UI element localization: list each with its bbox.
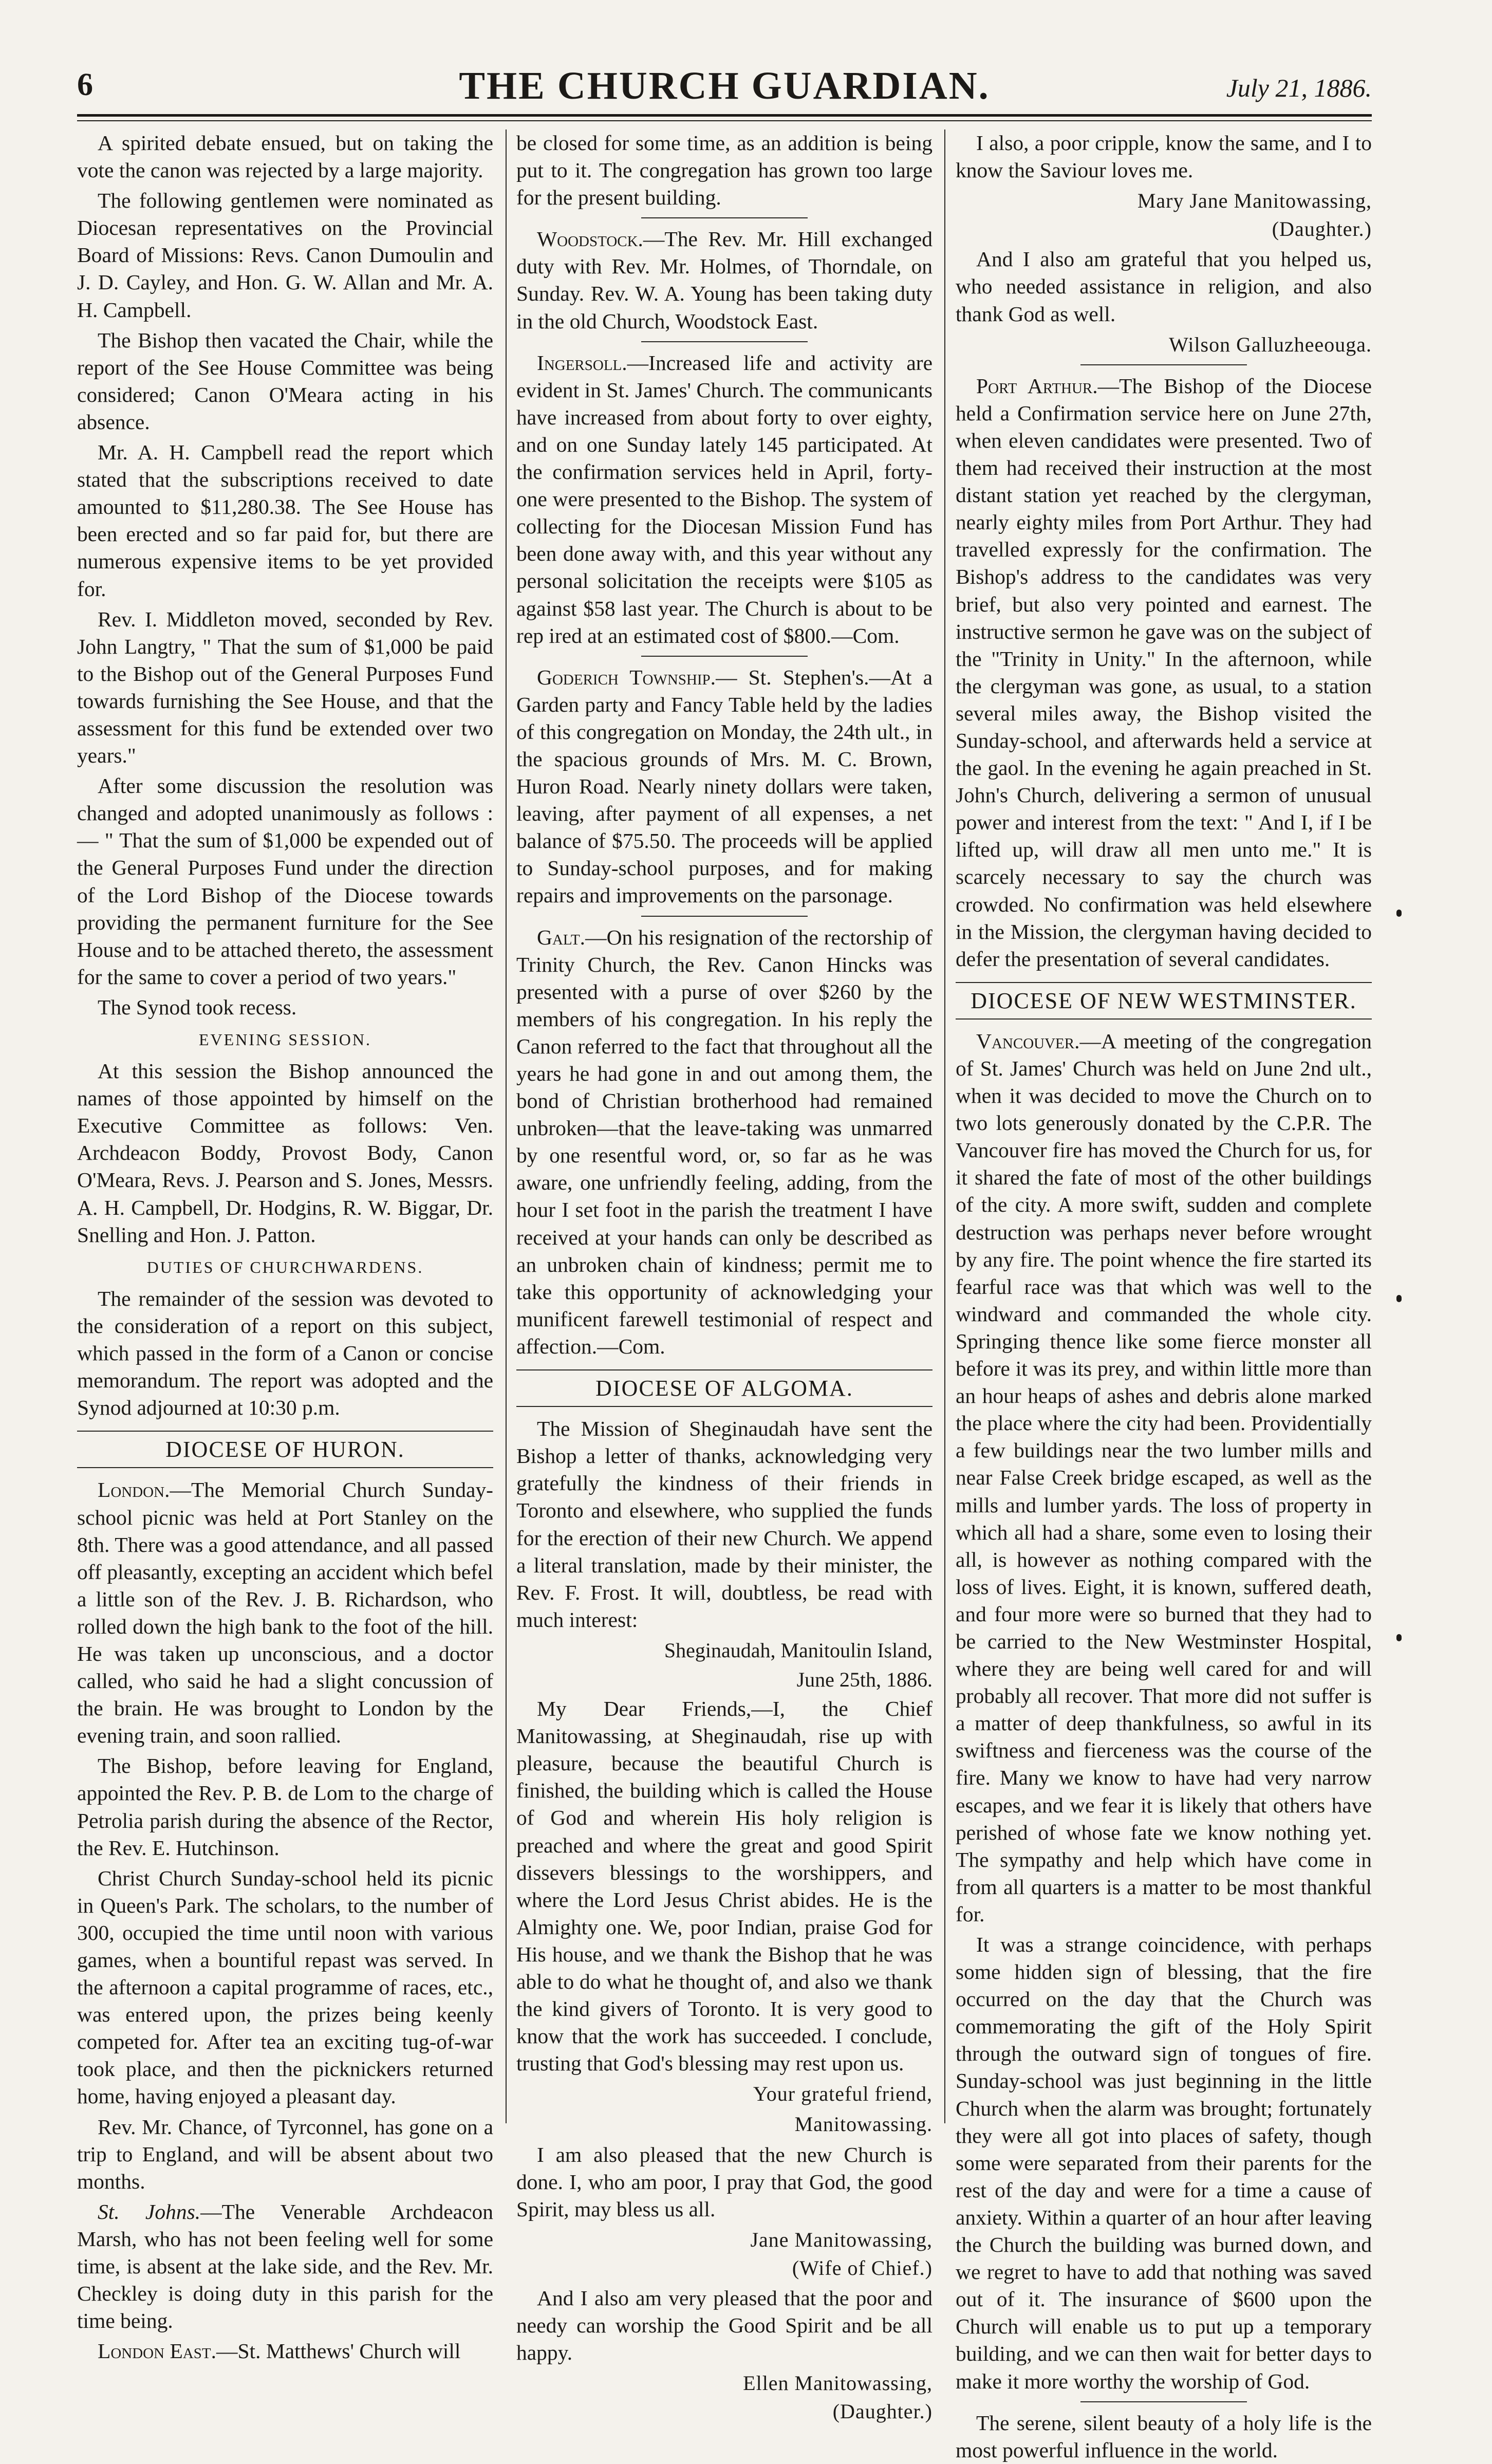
paragraph: A spirited debate ensued, but on taking the vote the canon was rejected by a large majority. [77, 131, 493, 182]
paragraph: I am also pleased that the new Church is done. I, who am poor, I pray that God, the good Spirit, may bless us all. [516, 2142, 932, 2221]
margin-mark [1396, 1295, 1402, 1302]
paragraph: Mr. A. H. Campbell read the report which stated that the subscriptions received to date amounted to $11,280.38. The See House has been erected and so far paid for, but there are numerous expensive items to be yet provided for. [77, 440, 493, 601]
column-divider [944, 129, 945, 2123]
paragraph [516, 226, 932, 335]
paragraph: Rev. Mr. Chance, of Tyrconnel, has gone on a trip to England, and will be absent about two months. [77, 2115, 493, 2193]
signature: Wilson Galluzheeouga. [1169, 332, 1372, 356]
place-name: London East. [98, 2339, 216, 2363]
margin-mark [1396, 910, 1402, 917]
paragraph-text: — St. Stephen's.—At a Garden party and Fancy Table held by the ladies of this congregation on Monday, the 24th ult., in the spacious grounds of Mrs. M. C. Brown, Huron Road. Nearly ninety dollars were taken, leaving, after payment of all expenses, a net balance of $75.50. The proceeds will be applied to Sunday-school purposes, and for making repairs and improvements on the parsonage. [516, 665, 932, 907]
paragraph [77, 2338, 493, 2365]
paragraph: The Mission of Sheginaudah have sent the Bishop a letter of thanks, acknowledging very gratefully the kindness of their friends in Toronto and elsewhere, who supplied the funds for the erection of their new Church. We append a literal translation, made by their minister, the Rev. F. Frost. It will, doubtless, be read with much interest: [516, 1417, 932, 1632]
paragraph-text: —Increased life and activity are evident in St. James' Church. The communicants have increased from about forty to over eighty, and on one Sunday lately 145 participated. At the confirmation services held in April, forty-one were presented to the Bishop. The system of collecting for the Diocesan Mission Fund has been done away with, and this year without any personal solicitation the receipts were $105 as against $58 last year. The Church is about to be rep ired at an estimated cost of $800.—Com. [516, 350, 932, 647]
place-name: Galt. [537, 925, 586, 949]
margin-mark [1396, 1634, 1402, 1641]
paragraph: The remainder of the session was devoted to the consideration of a report on this subject, which passed in the form of a Canon or concise memorandum. The report was adopted and the Synod adjourned at 10:30 p.m. [77, 1286, 493, 1420]
paragraph-text: —St. Matthews' Church will [216, 2339, 461, 2363]
paragraph: The following gentlemen were nominated as Diocesan representatives on the Provincial Board of Missions: Revs. Canon Dumoulin and J. D. Cayley, and Hon. G. W. Allan and Mr. A. H. Campbell. [77, 189, 493, 322]
separator [641, 341, 808, 342]
paragraph: be closed for some time, as an addition is being put to it. The congregation has grown too large for the present building. [516, 131, 932, 210]
section-heading: DIOCESE OF NEW WESTMINSTER. [956, 982, 1372, 1020]
signature: Mary Jane Manitowassing, [1137, 189, 1372, 213]
paragraph: Christ Church Sunday-school held its picnic in Queen's Park. The scholars, to the number of 300, occupied the time until noon with various games, when a bountiful repast was served. In the afternoon a capital programme of races, etc., was entered upon, the prizes being keenly competed for. After tea an exciting tug-of-war took place, and then the picknickers returned home, having enjoyed a pleasant day. [77, 1866, 493, 2108]
signature: Jane Manitowassing, [750, 2228, 932, 2251]
signature: Ellen Manitowassing, [743, 2372, 932, 2395]
paragraph: Rev. I. Middleton moved, seconded by Rev. John Langtry, " That the sum of $1,000 be paid to the Bishop out of the General Purposes Fund towards furnishing the See House, and that the assessment for this fund be extended over two years." [77, 607, 493, 768]
paragraph-text: —The Rev. Mr. Hill exchanged duty with Rev. Mr. Holmes, of Thorndale, on Sunday. Rev. W. A. Young has been taking duty in the old Church, Woodstock East. [516, 227, 932, 333]
signature-role: (Daughter.) [832, 2400, 932, 2423]
section-heading: DIOCESE OF HURON. [77, 1431, 493, 1468]
subsection-heading: EVENING SESSION. [199, 1030, 371, 1049]
page-number: 6 [77, 67, 93, 102]
paragraph: The Bishop then vacated the Chair, while the report of the See House Committee was being considered; Canon O'Meara acting in his absence. [77, 328, 493, 434]
separator [641, 217, 808, 218]
paragraph: The Bishop, before leaving for England, appointed the Rev. P. B. de Lom to the charge of Petrolia parish during the absence of the Rector, the Rev. E. Hutchinson. [77, 1754, 493, 1860]
paragraph: I also, a poor cripple, know the same, and I to know the Saviour loves me. [956, 131, 1372, 182]
paragraph [516, 349, 932, 650]
paragraph [956, 373, 1372, 973]
separator [1080, 364, 1247, 365]
signature-role: (Daughter.) [1272, 217, 1372, 241]
place-name: Goderich Township. [537, 665, 716, 689]
newspaper-title: THE CHURCH GUARDIAN. [459, 64, 990, 107]
letter-dateline: Sheginaudah, Manitoulin Island, [664, 1638, 932, 1662]
signature-role: (Wife of Chief.) [792, 2256, 932, 2280]
paragraph [516, 924, 932, 1361]
paragraph: And I also am very pleased that the poor and needy can worship the Good Spirit and be all happy. [516, 2286, 932, 2365]
subsection-heading: DUTIES OF CHURCHWARDENS. [146, 1257, 424, 1276]
letter-body: My Dear Friends,—I, the Chief Manitowassing, at Sheginaudah, rise up with pleasure, because the beautiful Church is finished, the building which is called the House of God and wherein His holy religion is preached and where the great and good Spirit dissevers blessings to the worshippers, and where the Lord Jesus Christ abides. He is the Almighty one. We, poor Indian, praise God for His house, and we thank the Bishop that he was able to do what he thought of, and also we thank the kind givers of Toronto. It is very good to know that the work has succeeded. I conclude, trusting that God's blessing may rest upon us. [516, 1697, 932, 2076]
masthead [77, 62, 1372, 108]
header-rule-thin [77, 120, 1372, 121]
paragraph-text: —The Memorial Church Sunday-school picnic was held at Port Stanley on the 8th. There was a good attendance, and all passed off pleasantly, excepting an accident which befel a little son of the Rev. J. B. Richardson, who rolled down the high bank to the foot of the hill. He was taken up unconscious, and a doctor called, who said he had a slight concussion of the brain. He was brought to London by the evening train, and soon rallied. [77, 1478, 493, 1748]
paragraph: The Synod took recess. [98, 995, 297, 1019]
paragraph [956, 1028, 1372, 1928]
separator [1080, 2401, 1247, 2402]
paragraph [77, 2198, 493, 2335]
paragraph [77, 1476, 493, 1749]
column-2 [516, 129, 932, 2423]
paragraph-text: —On his resignation of the rectorship of Trinity Church, the Rev. Canon Hincks was presented with a purse of over $260 by the members of his congregation. In his reply the Canon referred to the fact that throughout all the years he had gone in and out among them, the bond of Christian brotherhood had remained unbroken—that the leave-taking was unmarred by one resentful word, or, so far as he was aware, one unfriendly feeling, adding, from the hour I set foot in the parish the treatment I have received at your hands can only be described as an unbroken chain of kindness; permit me to take this opportunity of acknowledging your munificent farewell testimonial of respect and affection.—Com. [516, 925, 932, 1358]
place-name: Woodstock. [537, 227, 643, 251]
place-name: Ingersoll. [537, 350, 627, 375]
separator [641, 916, 808, 917]
place-name: Port Arthur. [976, 374, 1098, 398]
separator [641, 656, 808, 657]
paragraph: After some discussion the resolution was changed and adopted unanimously as follows :— " That the sum of $1,000 be expended out of the General Purposes Fund under the direction of the Lord Bishop of the Diocese towards providing the permanent furniture for the See House and to be attached thereto, the assessment for the same to cover a period of two years." [77, 774, 493, 989]
paragraph-text: —A meeting of the congregation of St. James' Church was held on June 2nd ult., when it was decided to move the Church on to two lots generously donated by the C.P.R. The Vancouver fire has moved the Church for us, for it shared the fate of most of the other buildings of the city. A more swift, sudden and complete destruction was perhaps never before wrought by any fire. The point whence the fire started its fearful race was that which was well to the windward and commanded the whole city. Springing thence like some fierce monster all before it was its prey, and within little more than an hour heaps of ashes and debris alone marked the place where the city had been. Providentially a few buildings near the two lumber mills and near False Creek bridge escaped, as well as the mills and lumber yards. The loss of property in which all had a share, some even to losing their all, is however as nothing compared with the loss of lives. Eight, it is known, suffered death, and four more were so burned that they had to be carried to the New Westminster Hospital, where they are being well cared for and will probably all recover. That more did not suffer is a matter of deep thankfulness, so awful in its swiftness and fierceness was the course of the fire. Many we know to have had very narrow escapes, and we fear it is likely that others have perished of whose fate we know nothing yet. The sympathy and help which have come in from all quarters is a matter to be most thankful for. [956, 1029, 1372, 1926]
paragraph [516, 664, 932, 910]
place-name: St. Johns. [98, 2199, 201, 2224]
paragraph-text: —The Venerable Archdeacon Marsh, who has not been feeling well for some time, is absent at the lake side, and the Rev. Mr. Checkley is doing duty in this parish for the time being. [77, 2199, 493, 2333]
column-divider [506, 129, 507, 2123]
section-heading: DIOCESE OF ALGOMA. [516, 1369, 932, 1407]
header-rule [77, 114, 1372, 117]
paragraph: At this session the Bishop announced the names of those appointed by himself on the Executive Committee as follows: Ven. Archdeacon Boddy, Provost Body, Canon O'Meara, Revs. J. Pearson and S. Jones, Messrs. A. H. Campbell, Dr. Hodgins, R. W. Biggar, Dr. Snelling and Hon. J. Patton. [77, 1059, 493, 1247]
column-3 [956, 129, 1372, 2462]
paragraph: The serene, silent beauty of a holy life is the most powerful influence in the world. [956, 2411, 1372, 2462]
column-1 [77, 129, 493, 2363]
letter-closing: Your grateful friend, [753, 2082, 932, 2106]
paragraph: It was a strange coincidence, with perhaps some hidden sign of blessing, that the fire occurred on the day that the Church was commemorating the gift of the Holy Spirit through the outward sign of tongues of fire. Sunday-school was just beginning in the little Church when the alarm was brought; fortunately they were all got into places of safety, though some were separated from their parents for the rest of the day and were for a time a cause of anxiety. Within a quarter of an hour after leaving the Church the building was burned down, and we regret to have to add that nothing was saved out of it. The insurance of $600 upon the Church will enable us to put up a temporary building, and we can then wait for better days to make it more worthy the worship of God. [956, 1933, 1372, 2393]
paragraph-text: —The Bishop of the Diocese held a Confirmation service here on June 27th, when eleven candidates were presented. Two of them had received their instruction at the most distant station yet reached by the clergyman, nearly eighty miles from Port Arthur. They had travelled expressly for the confirmation. The Bishop's address to the candidates was very brief, but also very pointed and earnest. The instructive sermon he gave was on the subject of the "Trinity in Unity." In the afternoon, while the clergyman was gone, as usual, to a station several miles away, the Bishop visited the Sunday-school, and afterwards held a service at the gaol. In the evening he again preached in St. John's Church, delivering a sermon of unusual power and interest from the text: " And I, if I be lifted up, will draw all men unto me." It is scarcely necessary to say the church was crowded. No confirmation was held elsewhere in the Mission, the clergyman having decided to defer the presentation of several candidates. [956, 374, 1372, 971]
paragraph: And I also am grateful that you helped us, who needed assistance in religion, and also thank God as well. [956, 247, 1372, 326]
letter-date: June 25th, 1886. [796, 1668, 932, 1691]
place-name: Vancouver. [976, 1029, 1080, 1053]
signature: Manitowassing. [794, 2113, 932, 2136]
place-name: London. [98, 1478, 170, 1502]
issue-date: July 21, 1886. [1226, 73, 1372, 102]
